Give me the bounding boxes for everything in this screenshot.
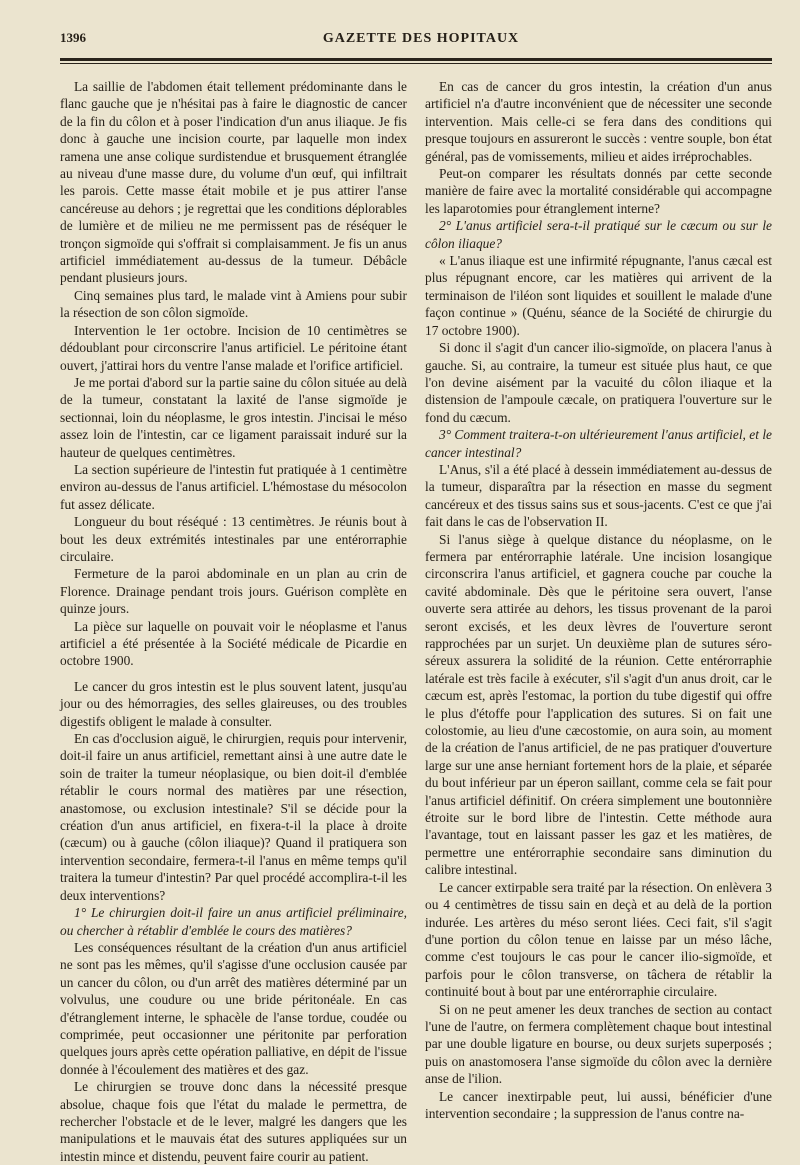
paragraph: Cinq semaines plus tard, le malade vint à Amiens pour subir la résection de son côlon sigmoïde. (60, 287, 407, 321)
paragraph: Si l'anus siège à quelque distance du néoplasme, on le fermera par entérorraphie latérale. Une incision losangique circonscrira l'anus artificiel, et gagnera couche par couche la cavité abdominale. Dès que le péritoine sera ouvert, l'anse ouverte sera attirée au dehors, les tissus provenant de la paroi seront excisés, et les deux lèvres de l'ouverture seront rapprochées par un surjet. Un deuxième plan de sutures séro-séreux assurera la solidité de la réunion. Cette entérorraphie latérale est très facile à exécuter, s'il s'agit d'un anus droit, car le cæcum est, après l'estomac, la portion du tube digestif qui offre le plus d'étoffe pour l'application des sutures. Si on fait une colostomie, au lieu d'une cæcostomie, on aura soin, au moment de la création de l'anus artificiel, de ne pas pratiquer d'ouverture large sur une anse herniant fortement hors de la plaie, et séparée du bout inférieur par un éperon saillant, comme cela se fait pour l'anus artificiel définitif. On créera simplement une boutonnière étroite sur le bord libre de l'intestin. Cette méthode aura l'avantage, tout en laissant passer les gaz et les matières, de permettre une entérorraphie secondaire sans diminution du calibre intestinal. (425, 531, 772, 878)
paragraph: Longueur du bout réséqué : 13 centimètres. Je réunis bout à bout les deux extrémités intestinales par une entérorraphie circulaire. (60, 514, 407, 564)
paragraph: Peut-on comparer les résultats donnés par cette seconde manière de faire avec la mortalité considérable qui accompagne les laparotomies pour étranglement interne? (425, 166, 772, 216)
paragraph: La pièce sur laquelle on pouvait voir le néoplasme et l'anus artificiel a été présentée à la Société médicale de Picardie en octobre 1900. (60, 618, 407, 669)
journal-title: GAZETTE DES HOPITAUX (322, 31, 520, 46)
paragraph: En cas de cancer du gros intestin, la création d'un anus artificiel n'a d'autre inconvénient que de nécessiter une seconde intervention. Mais celle-ci se fera dans des conditions qui presque toujours en assureront le succès : ventre souple, bon état général, pas de vomissements, milieu et aides irréprochables. (425, 79, 772, 164)
paragraph: Le cancer extirpable sera traité par la résection. On enlèvera 3 ou 4 centimètres de tissu sain en deçà et au delà de la portion indurée. Les artères du méso seront liées. Ceci fait, s'il s'agit d'une portion du côlon tenue en laisse par un méso lâche, comme c'est toujours le cas pour le cancer ilio-sigmoïde, et parfois pour le côlon transverse, on tâchera de rétablir la continuité bout à bout par une entérorraphie circulaire. (425, 879, 772, 1000)
paragraph: Le cancer inextirpable peut, lui aussi, bénéficier d'une intervention secondaire ; la suppression de l'anus contre na- (425, 1088, 772, 1121)
question-heading: 2° L'anus artificiel sera-t-il pratiqué sur le cæcum ou sur le côlon iliaque? (425, 218, 772, 251)
header-rule (60, 58, 772, 64)
paragraph: La saillie de l'abdomen était tellement prédominante dans le flanc gauche que je n'hésitai pas à faire le diagnostic de cancer de la fin du côlon et à poser l'indication d'un anus iliaque. Je fis donc à gauche une incision courte, par laquelle mon index ramena une anse colique surdistendue et brusquement étranglée au niveau d'une masse dure, du volume d'un œuf, qui infiltrait les parois. Cette masse était mobile et je pus attirer l'anse cancéreuse au dehors ; je regrettai que les conditions déplorables de lumière et de milieu ne me permissent pas de réséquer le tronçon sigmoïde qui s'offrait si complaisamment. Je fis un anus artificiel immédiatement au-dessus de la tumeur. Débâcle pendant plusieurs jours. (60, 79, 407, 286)
two-column-body (60, 78, 772, 1165)
left-column (60, 78, 407, 1165)
paragraph: « L'anus iliaque est une infirmité répugnante, l'anus cæcal est plus répugnant encore, car les matières qui arrivent de la terminaison de l'iléon sont liquides et souillent le malade d'une façon continue » (Quénu, séance de la Société de chirurgie du 17 octobre 1900). (425, 253, 772, 338)
paragraph: Je me portai d'abord sur la partie saine du côlon située au delà de la tumeur, constatant la laxité de l'anse sigmoïde je sectionnai, loin du néoplasme, le gros intestin. J'incisai le méso assez loin de l'intestin, car ce ligament paraissait induré sur la hauteur de quelques centimètres. (60, 374, 407, 460)
paragraph: En cas d'occlusion aiguë, le chirurgien, requis pour intervenir, doit-il faire un anus artificiel, remettant ainsi à une autre date le soin de traiter la tumeur néoplasique, ou bien doit-il d'emblée rétablir le cours normal des matières par une résection, anastomose, ou exclusion intestinale? S'il se décide pour la création d'un anus artificiel, en fixera-t-il la place à droite (cæcum) ou à gauche (côlon iliaque)? Quand il pratiquera son intervention secondaire, fermera-t-il l'anus en même temps qu'il traitera la tumeur d'intestin? Par quel procédé accomplira-t-il les deux interventions? (60, 731, 407, 903)
paragraph: Si donc il s'agit d'un cancer ilio-sigmoïde, on placera l'anus à gauche. Si, au contraire, la tumeur est située plus haut, ce que l'on devine aisément par la vacuité du côlon iliaque et la distension de l'ampoule cæcale, on pratiquera l'ouverture sur le fond du cæcum. (425, 340, 772, 425)
page-number: 1396 (60, 30, 86, 45)
paragraph: Intervention le 1er octobre. Incision de 10 centimètres se dédoublant pour circonscrire l'anus artificiel. Le péritoine étant ouvert, j'attirai hors du ventre l'anse malade et l'orifice artificiel. (60, 322, 407, 373)
paragraph: Le chirurgien se trouve donc dans la nécessité presque absolue, chaque fois que l'état du malade le permettra, de rechercher l'obstacle et de le lever, malgré les dangers que les manipulations et le mauvais état des sutures appliquées sur un intestin mince et distendu, peuvent faire courir au patient. (60, 1079, 407, 1164)
paragraph: Fermeture de la paroi abdominale en un plan au crin de Florence. Drainage pendant trois jours. Guérison complète en quinze jours. (60, 566, 407, 617)
question-heading: 3° Comment traitera-t-on ultérieurement l'anus artificiel, et le cancer intestinal? (425, 427, 772, 460)
paragraph: Le cancer du gros intestin est le plus souvent latent, jusqu'au jour ou des hémorragies, des selles glaireuses, ou des troubles digestifs obligent le malade à consulter. (60, 678, 407, 729)
right-column (425, 78, 772, 1165)
running-header (60, 30, 772, 50)
paragraph: La section supérieure de l'intestin fut pratiquée à 1 centimètre environ au-dessus de l'anus artificiel. L'hémostase du mésocolon fut assez délicate. (60, 461, 407, 512)
question-heading: 1° Le chirurgien doit-il faire un anus artificiel préliminaire, ou chercher à rétablir d'emblée le cours des matières? (60, 905, 407, 938)
paragraph: L'Anus, s'il a été placé à dessein immédiatement au-dessus de la tumeur, disparaîtra par la résection en masse du segment cancéreux et des tissus sains sus et sous-jacents. C'est ce que j'ai fait dans le cas de l'observation II. (425, 461, 772, 530)
paragraph: Si on ne peut amener les deux tranches de section au contact l'une de l'autre, on fermera complètement chaque bout intestinal par une double ligature en bourse, ou deux surjets superposés ; puis on anastomosera l'anse sigmoïde du côlon avec la dernière anse de l'ilion. (425, 1001, 772, 1087)
paragraph: Les conséquences résultant de la création d'un anus artificiel ne sont pas les mêmes, qu'il s'agisse d'une occlusion causée par un cancer du côlon, ou d'un arrêt des matières déterminé par un volvulus, une coudure ou une bride péritonéale. En cas d'étranglement interne, le sphacèle de l'anse tordue, coudée ou comprimée, peut occasionner une péritonite par perforation quelques jours après cette opération palliative, en dépit de l'issue donnée à l'écoulement des matières et des gaz. (60, 939, 407, 1077)
